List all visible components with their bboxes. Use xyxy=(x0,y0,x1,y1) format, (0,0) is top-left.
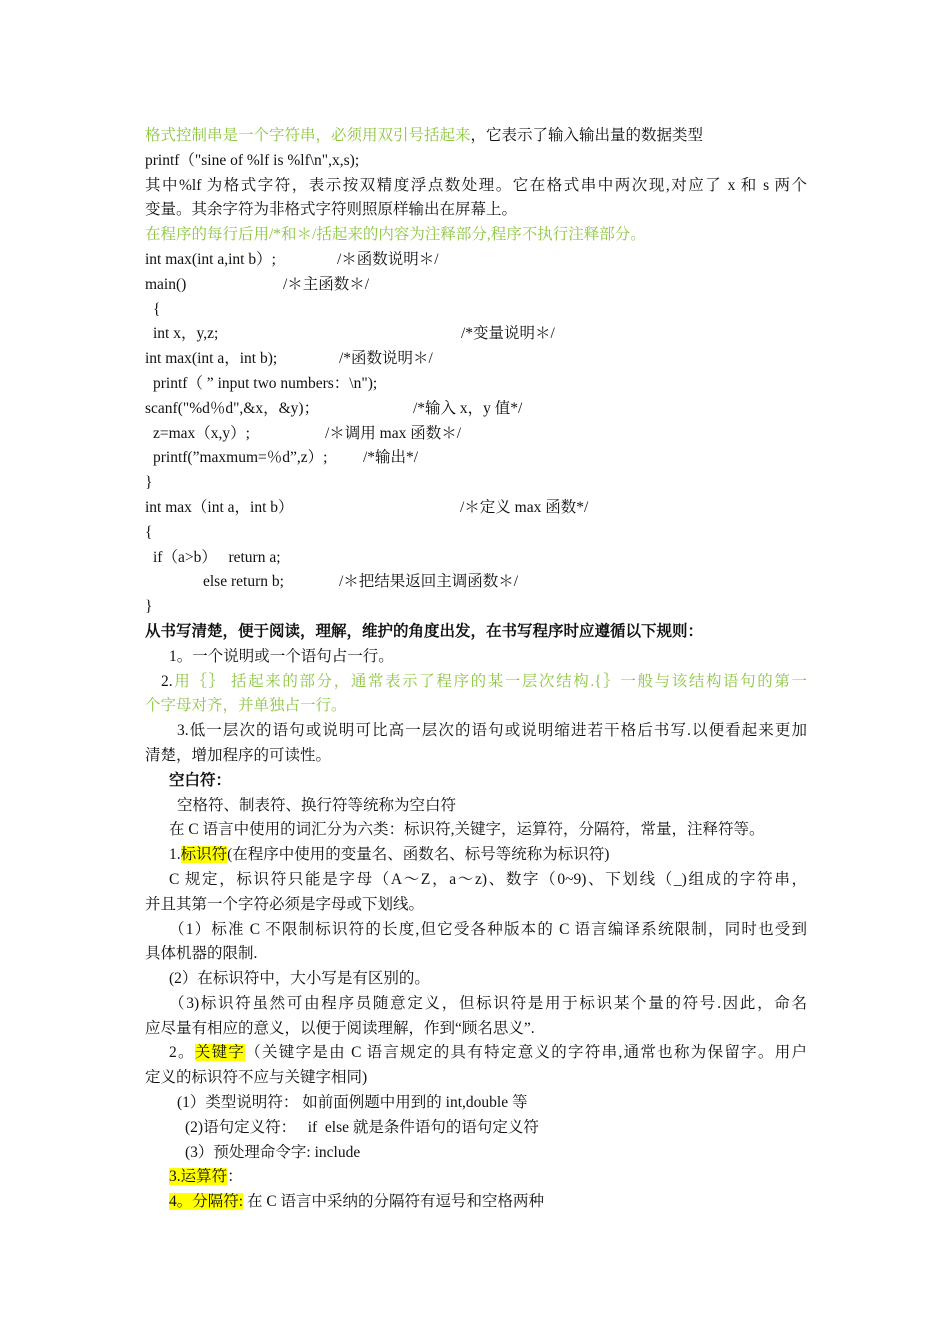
code-text: int x，y,z; xyxy=(153,325,219,343)
code-comment: /＊函数说明＊/ xyxy=(337,250,439,268)
code-line xyxy=(145,273,807,298)
text-line: （1）标准 C 不限制标识符的长度,但它受各种版本的 C 语言编译系统限制，同时也受到 xyxy=(169,920,807,938)
code-text: printf(”maxmum=％d”,z）; xyxy=(153,449,328,467)
code-line: printf（ ” input two numbers：\n"); xyxy=(153,374,378,392)
text-line: 并且其第一个字符必须是字母或下划线。 xyxy=(145,895,425,913)
code-comment: /*变量说明＊/ xyxy=(461,325,555,343)
code-line xyxy=(145,570,807,595)
code-comment: /*输出*/ xyxy=(363,449,419,467)
code-comment: /＊把结果返回主调函数＊/ xyxy=(339,573,519,591)
highlighted-note: 个字母对齐，并单独占一行。 xyxy=(145,697,347,715)
code-line xyxy=(145,496,807,521)
highlighted-term: 标识符 xyxy=(180,846,228,864)
code-comment: /*函数说明＊/ xyxy=(339,350,433,368)
text-line: （3)标识符虽然可由程序员随意定义，但标识符是用于标识某个量的符号.因此，命名 xyxy=(169,994,807,1012)
code-line: { xyxy=(145,523,153,541)
code-text: z=max（x,y）; xyxy=(153,424,250,442)
code-text: int max(int a,int b）; xyxy=(145,250,276,268)
text-run: ： xyxy=(227,1168,243,1186)
rule-item xyxy=(145,670,807,695)
text-line: 定义的标识符不应与关键字相同) xyxy=(145,1069,368,1087)
code-line xyxy=(145,446,807,471)
list-item: (3）预处理命令字: include xyxy=(185,1143,361,1161)
text-line: 清楚，增加程序的可读性。 xyxy=(145,746,332,764)
code-comment: /＊定义 max 函数*/ xyxy=(460,498,589,516)
text-line xyxy=(145,1041,807,1066)
text-line: 在 C 语言中使用的词汇分为六类：标识符,关键字，运算符，分隔符，常量，注释符等。 xyxy=(169,821,765,839)
code-comment: /＊调用 max 函数＊/ xyxy=(325,424,462,442)
rule-item: 3.低一层次的语句或说明可比高一层次的语句或说明缩进若干格后书写.以便看起来更加 xyxy=(177,722,807,740)
item-number: 1. xyxy=(169,846,181,864)
section-heading: 从书写清楚，便于阅读，理解，维护的角度出发，在书写程序时应遵循以下规则： xyxy=(145,622,704,640)
text-line: 具体机器的限制. xyxy=(145,945,258,963)
code-text: int max（int a，int b） xyxy=(145,498,294,516)
code-line xyxy=(145,422,807,447)
code-text: scanf("%d％d",&x，&y)； xyxy=(145,399,320,417)
code-comment: /*输入 x，y 值*/ xyxy=(413,399,523,417)
rule-number: 2. xyxy=(161,672,173,690)
text-line: C 规定，标识符只能是字母（A～Z，a～z)、数字（0~9)、下划线（_)组成的字符串， xyxy=(169,870,807,888)
text-line xyxy=(145,1190,807,1215)
text-line xyxy=(145,124,807,149)
highlighted-term: 3.运算符 xyxy=(169,1168,228,1186)
code-text: int max(int a，int b); xyxy=(145,350,278,368)
code-line xyxy=(145,397,807,422)
rule-item: 1。一个说明或一个语句占一行。 xyxy=(169,647,394,665)
document-body xyxy=(145,124,807,1215)
code-line xyxy=(145,248,807,273)
code-comment: /＊主函数＊/ xyxy=(283,275,370,293)
code-line: { xyxy=(153,300,161,318)
code-line: if（a>b） return a; xyxy=(153,548,281,566)
code-text: else return b; xyxy=(203,573,284,591)
code-line: } xyxy=(145,474,153,492)
item-number: 2。 xyxy=(169,1044,195,1062)
code-line xyxy=(145,347,807,372)
text-line: (2）在标识符中，大小写是有区别的。 xyxy=(169,970,430,988)
code-line: printf（"sine of %lf is %lf\n",x,s); xyxy=(145,151,360,169)
code-text: main() xyxy=(145,275,187,293)
highlighted-note: 用｛｝ 括起来的部分，通常表示了程序的某一层次结构.{｝一般与该结构语句的第一 xyxy=(172,672,807,690)
highlighted-term: 关键字 xyxy=(194,1044,246,1062)
text-line xyxy=(145,843,807,868)
text-line: 应尽量有相应的意义，以便于阅读理解，作到“顾名思义”. xyxy=(145,1019,535,1037)
text-run: （关键字是由 C 语言规定的具有特定意义的字符串,通常也称为保留字。用户 xyxy=(245,1044,807,1062)
code-line xyxy=(145,322,807,347)
code-line: } xyxy=(145,598,153,616)
text-run: (在程序中使用的变量名、函数名、标号等统称为标识符) xyxy=(227,846,610,864)
list-item: (1）类型说明符： 如前面例题中用到的 int,double 等 xyxy=(177,1094,528,1112)
list-item: (2)语句定义符： if else 就是条件语句的语句定义符 xyxy=(185,1118,539,1136)
text-line: 其中%lf 为格式字符，表示按双精度浮点数处理。它在格式串中两次现,对应了 x 和 s 两个 xyxy=(145,176,807,194)
highlighted-note: 格式控制串是一个字符串，必须用双引号括起来 xyxy=(145,127,471,144)
section-heading: 空白符： xyxy=(169,771,232,789)
text-run: ，它表示了输入输出量的数据类型 xyxy=(470,127,704,144)
text-run: 在 C 语言中采纳的分隔符有逗号和空格两种 xyxy=(243,1193,545,1211)
text-line: 变量。其余字符为非格式字符则照原样输出在屏幕上。 xyxy=(145,201,518,219)
highlighted-term: 4。分隔符: xyxy=(169,1193,244,1211)
text-line xyxy=(145,1165,807,1190)
highlighted-note: 在程序的每行后用/*和＊/括起来的内容为注释部分,程序不执行注释部分。 xyxy=(145,226,646,244)
text-line: 空格符、制表符、换行符等统称为空白符 xyxy=(177,796,457,814)
